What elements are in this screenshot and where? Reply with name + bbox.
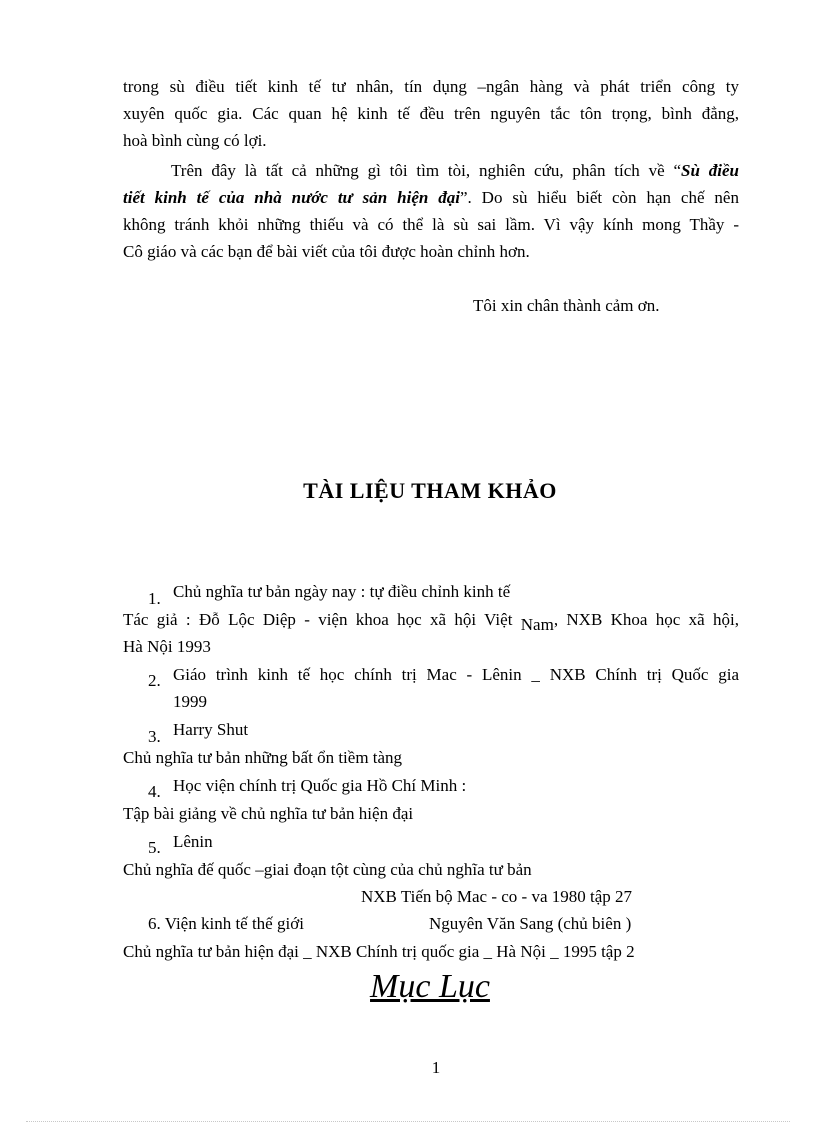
page-number: 1 xyxy=(431,1058,441,1077)
reference-title: Chủ nghĩa đế quốc –giai đoạn tột cùng của chủ nghĩa tư bản xyxy=(123,860,532,879)
closing-paragraph xyxy=(123,73,739,154)
paragraph-line: trong sù điều tiết kinh tế tư nhân, tín dụng –ngân hàng và phát triển công ty xyxy=(123,77,739,96)
text-run: , NXB Khoa học xã hội, xyxy=(553,610,739,629)
text-run: ”. Do sù hiểu biết còn hạn chế nên xyxy=(459,188,739,207)
text-run: Tác giả : Đỗ Lộc Diệp - viện khoa học xã hội Việt xyxy=(123,610,521,629)
reference-title: Chủ nghĩa tư bản ngày nay : tự điều chỉnh kinh tế xyxy=(173,582,511,601)
reference-author: Học viện chính trị Quốc gia Hồ Chí Minh : xyxy=(173,776,467,795)
paragraph-line: xuyên quốc gia. Các quan hệ kinh tế đều trên nguyên tắc tôn trọng, bình đẳng, xyxy=(123,104,739,123)
reference-title: Chủ nghĩa tư bản những bất ổn tiềm tàng xyxy=(123,748,403,767)
reference-title: Tập bài giảng về chủ nghĩa tư bản hiện đại xyxy=(123,804,414,823)
paragraph-line: hoà bình cùng có lợi. xyxy=(123,131,267,150)
reference-number: 2. xyxy=(148,671,161,690)
references-heading: TÀI LIỆU THAM KHẢO xyxy=(303,478,557,503)
reference-line xyxy=(123,606,739,633)
emphasis-title: Sù điều xyxy=(681,161,739,180)
reference-publisher: NXB Tiến bộ Mac - co - va 1980 tập 27 xyxy=(361,887,633,906)
reference-editor: Nguyên Văn Sang (chủ biên ) xyxy=(429,914,632,933)
reference-number: 1. xyxy=(148,589,161,608)
reference-detail xyxy=(123,606,739,660)
reference-author: Harry Shut xyxy=(173,720,249,739)
reference-number: 4. xyxy=(148,782,161,801)
reference-line: 1999 xyxy=(173,692,207,711)
text-run: Trên đây là tất cả những gì tôi tìm tòi, nghiên cứu, phân tích về “ xyxy=(171,161,682,180)
paragraph-line xyxy=(123,157,739,184)
paragraph-line: Cô giáo và các bạn để bài viết của tôi được hoàn chỉnh hơn. xyxy=(123,242,530,261)
reference-title: Chủ nghĩa tư bản hiện đại _ NXB Chính trị quốc gia _ Hà Nội _ 1995 tập 2 xyxy=(123,942,635,961)
reference-author: Lênin xyxy=(173,832,213,851)
reference-line: Hà Nội 1993 xyxy=(123,637,211,656)
text-run: Nam xyxy=(520,615,554,634)
reference-line: Giáo trình kinh tế học chính trị Mac - Lênin _ NXB Chính trị Quốc gia xyxy=(173,665,739,684)
thanks-line: Tôi xin chân thành cảm ơn. xyxy=(473,296,660,315)
paragraph-line: không tránh khỏi những thiếu và có thể là sù sai lầm. Vì vậy kính mong Thầy - xyxy=(123,215,739,234)
reference-number: 5. xyxy=(148,838,161,857)
toc-heading: Mục Lục xyxy=(370,968,490,1005)
reference-number: 3. xyxy=(148,727,161,746)
reference-institution: 6. Viện kinh tế thế giới xyxy=(148,914,304,933)
summary-paragraph xyxy=(123,157,739,265)
paragraph-line xyxy=(123,184,739,211)
emphasis-title: tiết kinh tế của nhà nước tư sản hiện đại xyxy=(123,188,460,207)
page-footer-rule xyxy=(26,1121,790,1122)
reference-detail xyxy=(173,661,739,715)
